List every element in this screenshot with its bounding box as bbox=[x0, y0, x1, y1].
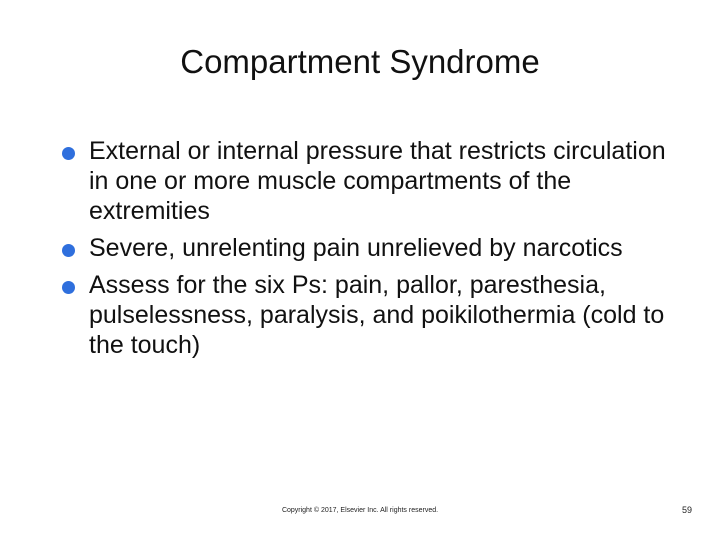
bullet-dot-icon bbox=[62, 244, 75, 257]
bullet-list bbox=[62, 136, 682, 367]
slide-title: Compartment Syndrome bbox=[180, 43, 540, 80]
bullet-text: External or internal pressure that restricts circulation in one or more muscle compartments of the extremities bbox=[89, 137, 666, 225]
bullet-dot-icon bbox=[62, 281, 75, 294]
bullet-dot-icon bbox=[62, 147, 75, 160]
copyright-notice: Copyright © 2017, Elsevier Inc. All rights reserved. bbox=[281, 507, 439, 514]
bullet-item-2 bbox=[62, 233, 682, 263]
bullet-item-3 bbox=[62, 270, 682, 360]
bullet-text: Severe, unrelenting pain unrelieved by narcotics bbox=[89, 234, 623, 262]
bullet-item-1 bbox=[62, 136, 682, 226]
page-number: 59 bbox=[681, 505, 692, 515]
bullet-text: Assess for the six Ps: pain, pallor, paresthesia, pulselessness, paralysis, and poikilothermia (cold to the touch) bbox=[89, 271, 665, 359]
